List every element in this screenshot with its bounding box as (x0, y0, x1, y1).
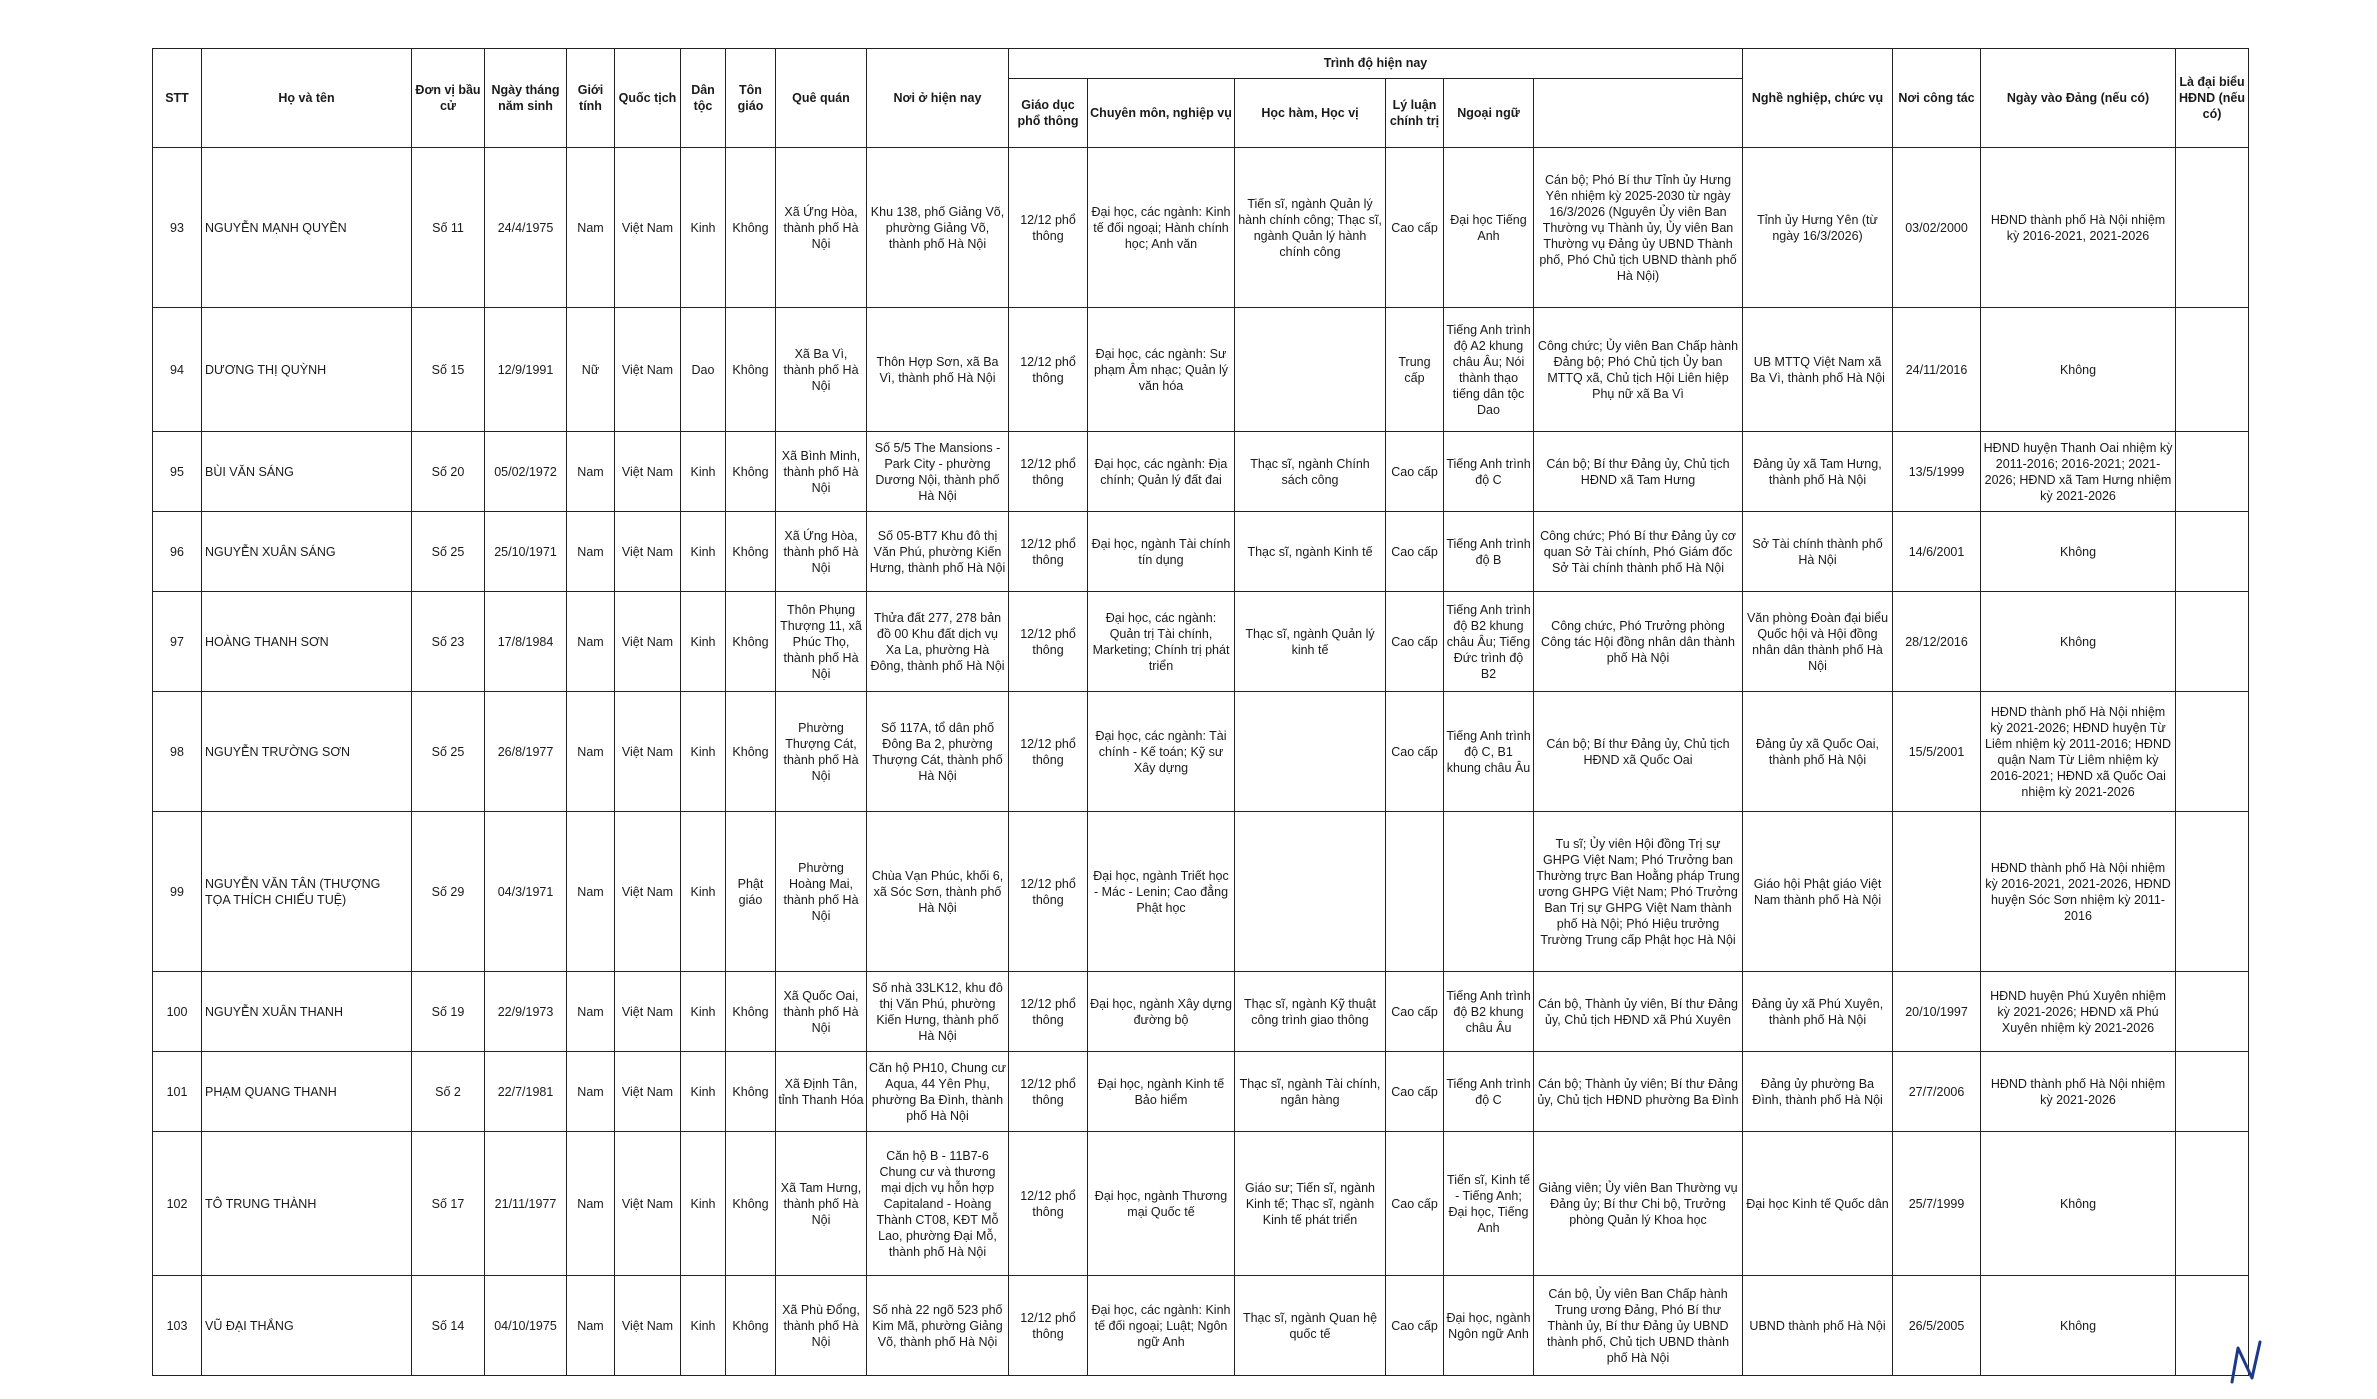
cell-nationality: Việt Nam (615, 308, 681, 432)
cell-name: NGUYỄN XUÂN THANH (202, 972, 412, 1052)
cell-workplace: UBND thành phố Hà Nội (1743, 1276, 1893, 1376)
cell-notes (2176, 308, 2249, 432)
cell-party-date: 20/10/1997 (1893, 972, 1981, 1052)
cell-party-date: 26/5/2005 (1893, 1276, 1981, 1376)
cell-birthdate: 12/9/1991 (485, 308, 567, 432)
col-header-ethnicity: Dân tộc (681, 49, 726, 148)
candidate-table (152, 48, 2249, 1376)
cell-notes (2176, 692, 2249, 812)
cell-stt: 94 (153, 308, 202, 432)
cell-academic-title: Thạc sĩ, ngành Quản lý kinh tế (1235, 592, 1386, 692)
cell-gender: Nam (567, 1276, 615, 1376)
header-row-top (153, 49, 2249, 79)
cell-general-education: 12/12 phổ thông (1009, 148, 1088, 308)
table-row (153, 692, 2249, 812)
cell-hometown: Thôn Phụng Thượng 11, xã Phúc Thọ, thành phố Hà Nội (776, 592, 867, 692)
cell-hometown: Xã Định Tân, tỉnh Thanh Hóa (776, 1052, 867, 1132)
cell-political-theory: Cao cấp (1386, 148, 1444, 308)
cell-general-education: 12/12 phổ thông (1009, 692, 1088, 812)
cell-name: VŨ ĐẠI THẮNG (202, 1276, 412, 1376)
table-row (153, 972, 2249, 1052)
col-header-name: Họ và tên (202, 49, 412, 148)
cell-birthdate: 05/02/1972 (485, 432, 567, 512)
cell-foreign-language: Tiếng Anh trình độ B (1444, 512, 1534, 592)
cell-academic-title: Thạc sĩ, ngành Kinh tế (1235, 512, 1386, 592)
cell-general-education: 12/12 phổ thông (1009, 592, 1088, 692)
candidate-table-sheet (152, 48, 2248, 1365)
cell-stt: 100 (153, 972, 202, 1052)
col-header-gender: Giới tính (567, 49, 615, 148)
cell-foreign-language: Đại học Tiếng Anh (1444, 148, 1534, 308)
table-row (153, 1132, 2249, 1276)
cell-constituency: Số 15 (412, 308, 485, 432)
cell-religion: Không (726, 512, 776, 592)
cell-occupation: Công chức; Phó Bí thư Đảng ủy cơ quan Sở Tài chính, Phó Giám đốc Sở Tài chính thành phố Hà Nội (1534, 512, 1743, 592)
cell-notes (2176, 592, 2249, 692)
col-header-education-group: Trình độ hiện nay (1009, 49, 1743, 79)
cell-occupation: Cán bộ, Thành ủy viên, Bí thư Đảng ủy, Chủ tịch HĐND xã Phú Xuyên (1534, 972, 1743, 1052)
cell-foreign-language: Tiếng Anh trình độ B2 khung châu Âu; Tiếng Đức trình độ B2 (1444, 592, 1534, 692)
cell-constituency: Số 11 (412, 148, 485, 308)
cell-political-theory: Cao cấp (1386, 432, 1444, 512)
cell-notes (2176, 512, 2249, 592)
cell-nationality: Việt Nam (615, 972, 681, 1052)
cell-gender: Nam (567, 972, 615, 1052)
cell-general-education: 12/12 phổ thông (1009, 972, 1088, 1052)
cell-birthdate: 04/10/1975 (485, 1276, 567, 1376)
cell-academic-title: Thạc sĩ, ngành Chính sách công (1235, 432, 1386, 512)
cell-name: NGUYỄN TRƯỜNG SƠN (202, 692, 412, 812)
cell-hometown: Xã Phù Đổng, thành phố Hà Nội (776, 1276, 867, 1376)
cell-constituency: Số 29 (412, 812, 485, 972)
cell-specialty: Đại học, các ngành: Sư phạm Âm nhạc; Quản lý văn hóa (1088, 308, 1235, 432)
cell-general-education: 12/12 phổ thông (1009, 432, 1088, 512)
cell-birthdate: 24/4/1975 (485, 148, 567, 308)
cell-party-date: 15/5/2001 (1893, 692, 1981, 812)
cell-residence: Chùa Vạn Phúc, khối 6, xã Sóc Sơn, thành phố Hà Nội (867, 812, 1009, 972)
cell-council-delegate: Không (1981, 1132, 2176, 1276)
cell-stt: 95 (153, 432, 202, 512)
cell-academic-title: Thạc sĩ, ngành Kỹ thuật công trình giao thông (1235, 972, 1386, 1052)
cell-nationality: Việt Nam (615, 1052, 681, 1132)
col-header-political-theory: Lý luận chính trị (1386, 78, 1444, 147)
cell-nationality: Việt Nam (615, 1276, 681, 1376)
cell-birthdate: 22/7/1981 (485, 1052, 567, 1132)
cell-stt: 102 (153, 1132, 202, 1276)
cell-foreign-language: Tiếng Anh trình độ C (1444, 1052, 1534, 1132)
cell-party-date: 14/6/2001 (1893, 512, 1981, 592)
table-row (153, 1276, 2249, 1376)
cell-name: HOÀNG THANH SƠN (202, 592, 412, 692)
cell-stt: 97 (153, 592, 202, 692)
cell-nationality: Việt Nam (615, 812, 681, 972)
cell-specialty: Đại học, ngành Tài chính tín dụng (1088, 512, 1235, 592)
handwritten-initial-mark (2226, 1338, 2266, 1388)
cell-religion: Không (726, 148, 776, 308)
cell-gender: Nam (567, 432, 615, 512)
cell-nationality: Việt Nam (615, 432, 681, 512)
cell-residence: Thôn Hợp Sơn, xã Ba Vì, thành phố Hà Nội (867, 308, 1009, 432)
cell-occupation: Cán bộ; Bí thư Đảng ủy, Chủ tịch HĐND xã Tam Hưng (1534, 432, 1743, 512)
cell-religion: Không (726, 592, 776, 692)
cell-nationality: Việt Nam (615, 148, 681, 308)
cell-ethnicity: Kinh (681, 512, 726, 592)
cell-notes (2176, 432, 2249, 512)
cell-gender: Nam (567, 1052, 615, 1132)
cell-foreign-language: Đại học, ngành Ngôn ngữ Anh (1444, 1276, 1534, 1376)
cell-specialty: Đại học, ngành Thương mại Quốc tế (1088, 1132, 1235, 1276)
table-row (153, 432, 2249, 512)
table-row (153, 592, 2249, 692)
cell-hometown: Phường Thượng Cát, thành phố Hà Nội (776, 692, 867, 812)
cell-occupation: Cán bộ; Phó Bí thư Tỉnh ủy Hưng Yên nhiệm kỳ 2025-2030 từ ngày 16/3/2026 (Nguyên Ủy viên Ban Thường vụ Thành ủy, Ủy viên Ban Thường vụ Đảng ủy UBND Thành phố, Phó Chủ tịch UBND thành phố Hà Nội) (1534, 148, 1743, 308)
cell-political-theory: Cao cấp (1386, 1132, 1444, 1276)
cell-constituency: Số 25 (412, 692, 485, 812)
cell-academic-title: Giáo sư; Tiến sĩ, ngành Kinh tế; Thạc sĩ, ngành Kinh tế phát triển (1235, 1132, 1386, 1276)
cell-ethnicity: Kinh (681, 1132, 726, 1276)
cell-foreign-language: Tiếng Anh trình độ A2 khung châu Âu; Nói thành thạo tiếng dân tộc Dao (1444, 308, 1534, 432)
cell-council-delegate: HĐND huyện Phú Xuyên nhiệm kỳ 2021-2026; HĐND xã Phú Xuyên nhiệm kỳ 2021-2026 (1981, 972, 2176, 1052)
cell-gender: Nam (567, 692, 615, 812)
cell-general-education: 12/12 phổ thông (1009, 308, 1088, 432)
col-header-nationality: Quốc tịch (615, 49, 681, 148)
cell-academic-title (1235, 692, 1386, 812)
cell-political-theory: Trung cấp (1386, 308, 1444, 432)
cell-ethnicity: Kinh (681, 972, 726, 1052)
col-header-party-date: Ngày vào Đảng (nếu có) (1981, 49, 2176, 148)
cell-foreign-language: Tiếng Anh trình độ C, B1 khung châu Âu (1444, 692, 1534, 812)
cell-ethnicity: Kinh (681, 148, 726, 308)
cell-constituency: Số 23 (412, 592, 485, 692)
cell-nationality: Việt Nam (615, 1132, 681, 1276)
cell-occupation: Công chức, Phó Trưởng phòng Công tác Hội đồng nhân dân thành phố Hà Nội (1534, 592, 1743, 692)
cell-nationality: Việt Nam (615, 692, 681, 812)
cell-political-theory: Cao cấp (1386, 1052, 1444, 1132)
cell-hometown: Xã Quốc Oai, thành phố Hà Nội (776, 972, 867, 1052)
cell-council-delegate: Không (1981, 592, 2176, 692)
cell-specialty: Đại học, ngành Kinh tế Bảo hiểm (1088, 1052, 1235, 1132)
cell-gender: Nữ (567, 308, 615, 432)
cell-residence: Số 5/5 The Mansions - Park City - phường Dương Nội, thành phố Hà Nội (867, 432, 1009, 512)
col-header-foreign-language: Ngoại ngữ (1444, 78, 1534, 147)
cell-birthdate: 17/8/1984 (485, 592, 567, 692)
cell-residence: Số 117A, tổ dân phố Đông Ba 2, phường Thượng Cát, thành phố Hà Nội (867, 692, 1009, 812)
cell-political-theory: Cao cấp (1386, 512, 1444, 592)
cell-name: TÔ TRUNG THÀNH (202, 1132, 412, 1276)
col-header-general-education: Giáo dục phổ thông (1009, 78, 1088, 147)
cell-foreign-language (1444, 812, 1534, 972)
cell-council-delegate: Không (1981, 1276, 2176, 1376)
cell-religion: Không (726, 972, 776, 1052)
cell-name: DƯƠNG THỊ QUỲNH (202, 308, 412, 432)
cell-academic-title: Thạc sĩ, ngành Tài chính, ngân hàng (1235, 1052, 1386, 1132)
cell-religion: Không (726, 1132, 776, 1276)
cell-party-date: 27/7/2006 (1893, 1052, 1981, 1132)
cell-residence: Số 05-BT7 Khu đô thị Văn Phú, phường Kiến Hưng, thành phố Hà Nội (867, 512, 1009, 592)
cell-ethnicity: Dao (681, 308, 726, 432)
cell-council-delegate: HĐND huyện Thanh Oai nhiệm kỳ 2011-2016; 2016-2021; 2021-2026; HĐND xã Tam Hưng nhiệm kỳ 2021-2026 (1981, 432, 2176, 512)
cell-party-date: 03/02/2000 (1893, 148, 1981, 308)
cell-religion: Không (726, 692, 776, 812)
cell-council-delegate: HĐND thành phố Hà Nội nhiệm kỳ 2016-2021, 2021-2026, HĐND huyện Sóc Sơn nhiệm kỳ 2011-2016 (1981, 812, 2176, 972)
cell-nationality: Việt Nam (615, 512, 681, 592)
cell-workplace: Văn phòng Đoàn đại biểu Quốc hội và Hội đồng nhân dân thành phố Hà Nội (1743, 592, 1893, 692)
cell-gender: Nam (567, 592, 615, 692)
cell-party-date: 28/12/2016 (1893, 592, 1981, 692)
cell-party-date (1893, 812, 1981, 972)
cell-gender: Nam (567, 148, 615, 308)
cell-workplace: Đảng ủy xã Quốc Oai, thành phố Hà Nội (1743, 692, 1893, 812)
cell-residence: Khu 138, phố Giảng Võ, phường Giảng Võ, thành phố Hà Nội (867, 148, 1009, 308)
cell-name: NGUYỄN XUÂN SÁNG (202, 512, 412, 592)
cell-specialty: Đại học, các ngành: Quản trị Tài chính, Marketing; Chính trị phát triển (1088, 592, 1235, 692)
cell-general-education: 12/12 phổ thông (1009, 1052, 1088, 1132)
cell-name: NGUYỄN VĂN TÂN (THƯỢNG TỌA THÍCH CHIẾU TUỆ) (202, 812, 412, 972)
cell-gender: Nam (567, 512, 615, 592)
cell-foreign-language: Tiếng Anh trình độ B2 khung châu Âu (1444, 972, 1534, 1052)
cell-notes (2176, 148, 2249, 308)
cell-constituency: Số 25 (412, 512, 485, 592)
cell-ethnicity: Kinh (681, 1052, 726, 1132)
cell-political-theory: Cao cấp (1386, 1276, 1444, 1376)
col-header-occupation: Nghề nghiệp, chức vụ (1743, 49, 1893, 148)
cell-workplace: Tỉnh ủy Hưng Yên (từ ngày 16/3/2026) (1743, 148, 1893, 308)
cell-specialty: Đại học, các ngành: Kinh tế đối ngoại; Luật; Ngôn ngữ Anh (1088, 1276, 1235, 1376)
cell-notes (2176, 812, 2249, 972)
cell-occupation: Cán bộ; Thành ủy viên; Bí thư Đảng ủy, Chủ tịch HĐND phường Ba Đình (1534, 1052, 1743, 1132)
cell-council-delegate: HĐND thành phố Hà Nội nhiệm kỳ 2016-2021, 2021-2026 (1981, 148, 2176, 308)
cell-constituency: Số 20 (412, 432, 485, 512)
cell-council-delegate: Không (1981, 512, 2176, 592)
col-header-birthdate: Ngày tháng năm sinh (485, 49, 567, 148)
cell-gender: Nam (567, 1132, 615, 1276)
cell-specialty: Đại học, ngành Xây dựng đường bộ (1088, 972, 1235, 1052)
cell-hometown: Xã Bình Minh, thành phố Hà Nội (776, 432, 867, 512)
cell-hometown: Xã Ứng Hòa, thành phố Hà Nội (776, 148, 867, 308)
cell-party-date: 13/5/1999 (1893, 432, 1981, 512)
cell-religion: Không (726, 1276, 776, 1376)
cell-workplace: Giáo hội Phật giáo Việt Nam thành phố Hà Nội (1743, 812, 1893, 972)
cell-workplace: Đảng ủy phường Ba Đình, thành phố Hà Nội (1743, 1052, 1893, 1132)
cell-birthdate: 04/3/1971 (485, 812, 567, 972)
cell-ethnicity: Kinh (681, 692, 726, 812)
cell-academic-title: Tiến sĩ, ngành Quản lý hành chính công; Thạc sĩ, ngành Quản lý hành chính công (1235, 148, 1386, 308)
cell-academic-title (1235, 308, 1386, 432)
cell-specialty: Đại học, các ngành: Tài chính - Kế toán; Kỹ sư Xây dựng (1088, 692, 1235, 812)
cell-religion: Phật giáo (726, 812, 776, 972)
cell-workplace: Đảng ủy xã Tam Hưng, thành phố Hà Nội (1743, 432, 1893, 512)
col-header-residence: Nơi ở hiện nay (867, 49, 1009, 148)
cell-gender: Nam (567, 812, 615, 972)
cell-general-education: 12/12 phổ thông (1009, 1132, 1088, 1276)
cell-academic-title: Thạc sĩ, ngành Quan hệ quốc tế (1235, 1276, 1386, 1376)
cell-religion: Không (726, 308, 776, 432)
col-header-academic-title: Học hàm, Học vị (1235, 78, 1386, 147)
cell-occupation: Công chức; Ủy viên Ban Chấp hành Đảng bộ; Phó Chủ tịch Ủy ban MTTQ xã, Chủ tịch Hội Liên hiệp Phụ nữ xã Ba Vì (1534, 308, 1743, 432)
col-header-council-delegate: Là đại biểu HĐND (nếu có) (2176, 49, 2249, 148)
cell-birthdate: 26/8/1977 (485, 692, 567, 812)
cell-birthdate: 21/11/1977 (485, 1132, 567, 1276)
cell-occupation: Cán bộ, Ủy viên Ban Chấp hành Trung ương Đảng, Phó Bí thư Thành ủy, Bí thư Đảng ủy UBND thành phố, Chủ tịch UBND thành phố Hà Nội (1534, 1276, 1743, 1376)
cell-workplace: Sở Tài chính thành phố Hà Nội (1743, 512, 1893, 592)
cell-name: NGUYỄN MẠNH QUYỀN (202, 148, 412, 308)
cell-constituency: Số 14 (412, 1276, 485, 1376)
cell-specialty: Đại học, các ngành: Địa chính; Quản lý đất đai (1088, 432, 1235, 512)
cell-ethnicity: Kinh (681, 592, 726, 692)
cell-nationality: Việt Nam (615, 592, 681, 692)
cell-constituency: Số 19 (412, 972, 485, 1052)
cell-party-date: 25/7/1999 (1893, 1132, 1981, 1276)
table-row (153, 148, 2249, 308)
cell-stt: 98 (153, 692, 202, 812)
cell-political-theory (1386, 812, 1444, 972)
cell-birthdate: 25/10/1971 (485, 512, 567, 592)
cell-hometown: Xã Tam Hưng, thành phố Hà Nội (776, 1132, 867, 1276)
cell-stt: 99 (153, 812, 202, 972)
cell-hometown: Xã Ứng Hòa, thành phố Hà Nội (776, 512, 867, 592)
cell-stt: 103 (153, 1276, 202, 1376)
cell-occupation: Giảng viên; Ủy viên Ban Thường vụ Đảng ủy; Bí thư Chi bộ, Trưởng phòng Quản lý Khoa học (1534, 1132, 1743, 1276)
cell-general-education: 12/12 phổ thông (1009, 812, 1088, 972)
cell-religion: Không (726, 432, 776, 512)
col-header-hometown: Quê quán (776, 49, 867, 148)
cell-occupation: Cán bộ; Bí thư Đảng ủy, Chủ tịch HĐND xã Quốc Oai (1534, 692, 1743, 812)
cell-workplace: Đảng ủy xã Phú Xuyên, thành phố Hà Nội (1743, 972, 1893, 1052)
cell-constituency: Số 2 (412, 1052, 485, 1132)
col-header-workplace: Nơi công tác (1893, 49, 1981, 148)
table-row (153, 308, 2249, 432)
cell-occupation: Tu sĩ; Ủy viên Hội đồng Trị sự GHPG Việt Nam; Phó Trưởng ban Thường trực Ban Hoằng pháp Trung ương GHPG Việt Nam; Phó Trưởng Ban Trị sự GHPG Việt Nam thành phố Hà Nội; Phó Hiệu trưởng Trường Trung cấp Phật học Hà Nội (1534, 812, 1743, 972)
cell-general-education: 12/12 phổ thông (1009, 512, 1088, 592)
cell-notes (2176, 972, 2249, 1052)
col-header-constituency: Đơn vị bầu cử (412, 49, 485, 148)
cell-workplace: UB MTTQ Việt Nam xã Ba Vì, thành phố Hà Nội (1743, 308, 1893, 432)
cell-residence: Số nhà 33LK12, khu đô thị Văn Phú, phường Kiến Hưng, thành phố Hà Nội (867, 972, 1009, 1052)
cell-residence: Căn hộ B - 11B7-6 Chung cư và thương mại dịch vụ hỗn hợp Capitaland - Hoàng Thành CT08, KĐT Mỗ Lao, phường Đại Mỗ, thành phố Hà Nội (867, 1132, 1009, 1276)
table-body (153, 148, 2249, 1376)
table-row (153, 512, 2249, 592)
table-row (153, 1052, 2249, 1132)
cell-ethnicity: Kinh (681, 812, 726, 972)
col-header-stt: STT (153, 49, 202, 148)
cell-specialty: Đại học, ngành Triết học - Mác - Lenin; Cao đẳng Phật học (1088, 812, 1235, 972)
cell-council-delegate: Không (1981, 308, 2176, 432)
cell-stt: 101 (153, 1052, 202, 1132)
cell-council-delegate: HĐND thành phố Hà Nội nhiệm kỳ 2021-2026 (1981, 1052, 2176, 1132)
cell-foreign-language: Tiếng Anh trình độ C (1444, 432, 1534, 512)
cell-hometown: Phường Hoàng Mai, thành phố Hà Nội (776, 812, 867, 972)
cell-hometown: Xã Ba Vì, thành phố Hà Nội (776, 308, 867, 432)
cell-party-date: 24/11/2016 (1893, 308, 1981, 432)
cell-stt: 96 (153, 512, 202, 592)
cell-birthdate: 22/9/1973 (485, 972, 567, 1052)
cell-political-theory: Cao cấp (1386, 972, 1444, 1052)
cell-general-education: 12/12 phổ thông (1009, 1276, 1088, 1376)
table-row (153, 812, 2249, 972)
cell-workplace: Đại học Kinh tế Quốc dân (1743, 1132, 1893, 1276)
cell-political-theory: Cao cấp (1386, 592, 1444, 692)
cell-specialty: Đại học, các ngành: Kinh tế đối ngoại; Hành chính học; Anh văn (1088, 148, 1235, 308)
cell-constituency: Số 17 (412, 1132, 485, 1276)
cell-ethnicity: Kinh (681, 432, 726, 512)
cell-notes (2176, 1132, 2249, 1276)
col-header-religion: Tôn giáo (726, 49, 776, 148)
cell-residence: Số nhà 22 ngõ 523 phố Kim Mã, phường Giảng Võ, thành phố Hà Nội (867, 1276, 1009, 1376)
col-header-specialty: Chuyên môn, nghiệp vụ (1088, 78, 1235, 147)
cell-name: BÙI VĂN SÁNG (202, 432, 412, 512)
cell-council-delegate: HĐND thành phố Hà Nội nhiệm kỳ 2021-2026; HĐND huyện Từ Liêm nhiệm kỳ 2011-2016; HĐND quận Nam Từ Liêm nhiệm kỳ 2016-2021; HĐND xã Quốc Oai nhiệm kỳ 2021-2026 (1981, 692, 2176, 812)
cell-notes (2176, 1052, 2249, 1132)
cell-stt: 93 (153, 148, 202, 308)
cell-residence: Thửa đất 277, 278 bản đồ 00 Khu đất dịch vụ Xa La, phường Hà Đông, thành phố Hà Nội (867, 592, 1009, 692)
cell-academic-title (1235, 812, 1386, 972)
cell-political-theory: Cao cấp (1386, 692, 1444, 812)
cell-religion: Không (726, 1052, 776, 1132)
cell-ethnicity: Kinh (681, 1276, 726, 1376)
cell-name: PHẠM QUANG THANH (202, 1052, 412, 1132)
cell-foreign-language: Tiến sĩ, Kinh tế - Tiếng Anh; Đại học, Tiếng Anh (1444, 1132, 1534, 1276)
cell-residence: Căn hộ PH10, Chung cư Aqua, 44 Yên Phụ, phường Ba Đình, thành phố Hà Nội (867, 1052, 1009, 1132)
